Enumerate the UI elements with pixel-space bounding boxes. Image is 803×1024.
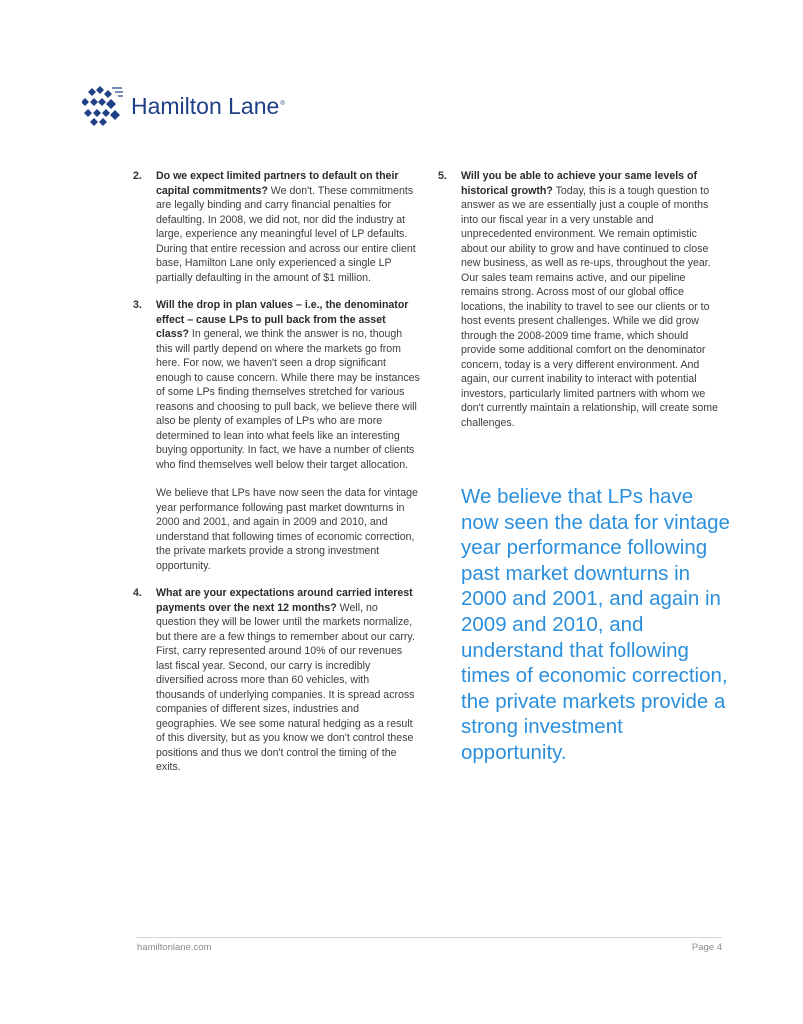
answer-text: We don't. These commitments are legally binding and carry financial penalties for defaulting. In 2008, we did not, nor did the industry at large, experience any meaningful level of LP defaults. During that entire recession and across our entire client base, Hamilton Lane only experienced a single LP partially defaulting in the amount of $1 million.: [156, 184, 416, 284]
item-number: 4.: [133, 587, 142, 599]
hamilton-lane-logo-icon: [82, 86, 124, 126]
question-text: Will you be able to achieve your same levels of historical growth?: [461, 170, 697, 197]
followup-paragraph: We believe that LPs have now seen the data for vintage year performance following past market downturns in 2000 and 2001, and again in 2009 and 2010, and understand that following times of economic correction, the private markets provide a strong investment opportunity.: [156, 487, 418, 572]
left-column: [133, 169, 420, 788]
item-number: 2.: [133, 170, 142, 182]
faq-item-4: [133, 586, 420, 775]
answer-text: In general, we think the answer is no, though this will partly depend on where the markets go from here. For now, we haven't seen a drop significant enough to cause concern. While there may be instances of some LPs finding themselves stretched for various reasons and choosing to pull back, we believe there will also be plenty of examples of LPs who are more determined to lean into what feels like an interesting buying opportunity. In fact, we have a number of clients who find themselves well below their target allocation.: [156, 328, 420, 471]
item-body: [461, 169, 723, 430]
answer-text: Today, this is a tough question to answer as we are essentially just a couple of months into our fiscal year in a very unstable and unprecedented environment. We remain optimistic about our ability to grow and have continued to close new business, as well as re-ups, throughout the year. Our sales team remains active, and our pipeline remains strong. Across most of our global office locations, the inability to travel to see our clients or to host events present challenges. While we did grow through the 2008-2009 time frame, which should provide some additional comfort on the denominator concern, today is a very different environment. And again, our current inability to interact with potential investors, particularly limited partners with whom we don't currently maintain a relationship, will create some challenges.: [461, 184, 718, 429]
right-column: [438, 169, 723, 443]
pull-quote: We believe that LPs have now seen the data for vintage year performance following past market downturns in 2000 and 2001, and again in 2009 and 2010, and understand that following times of economic correction, the private markets provide a strong investment opportunity.: [461, 485, 730, 764]
footer-website: hamiltonlane.com: [137, 942, 212, 953]
page-number: Page 4: [691, 942, 722, 953]
logo-wordmark: Hamilton Lane®: [131, 92, 285, 119]
question-text: Do we expect limited partners to default on their capital commitments?: [156, 170, 399, 197]
item-body: [156, 586, 420, 775]
item-number: 3.: [133, 299, 142, 311]
faq-item-2: [133, 169, 420, 285]
faq-item-3: [133, 298, 420, 573]
question-text: What are your expectations around carried interest payments over the next 12 months?: [156, 587, 413, 614]
answer-text: Well, no question they will be lower until the markets normalize, but there are a few things to remember about our carry. First, carry represented around 10% of our revenues last fiscal year. Second, our carry is incredibly diversified across more than 60 vehicles, with thousands of underlying companies. It is spread across companies of different sizes, industries and geographies. We see some natural hedging as a result of this diversity, but as you know we don't control these positions and thus we don't control the timing of the exits.: [156, 601, 415, 773]
question-text: Will the drop in plan values – i.e., the denominator effect – cause LPs to pull back from the asset class?: [156, 299, 409, 340]
item-body: [156, 169, 420, 285]
item-number: 5.: [438, 170, 447, 182]
footer-divider: [136, 937, 722, 938]
faq-item-5: [438, 169, 723, 430]
company-logo: [82, 86, 285, 126]
item-body: [156, 298, 420, 472]
